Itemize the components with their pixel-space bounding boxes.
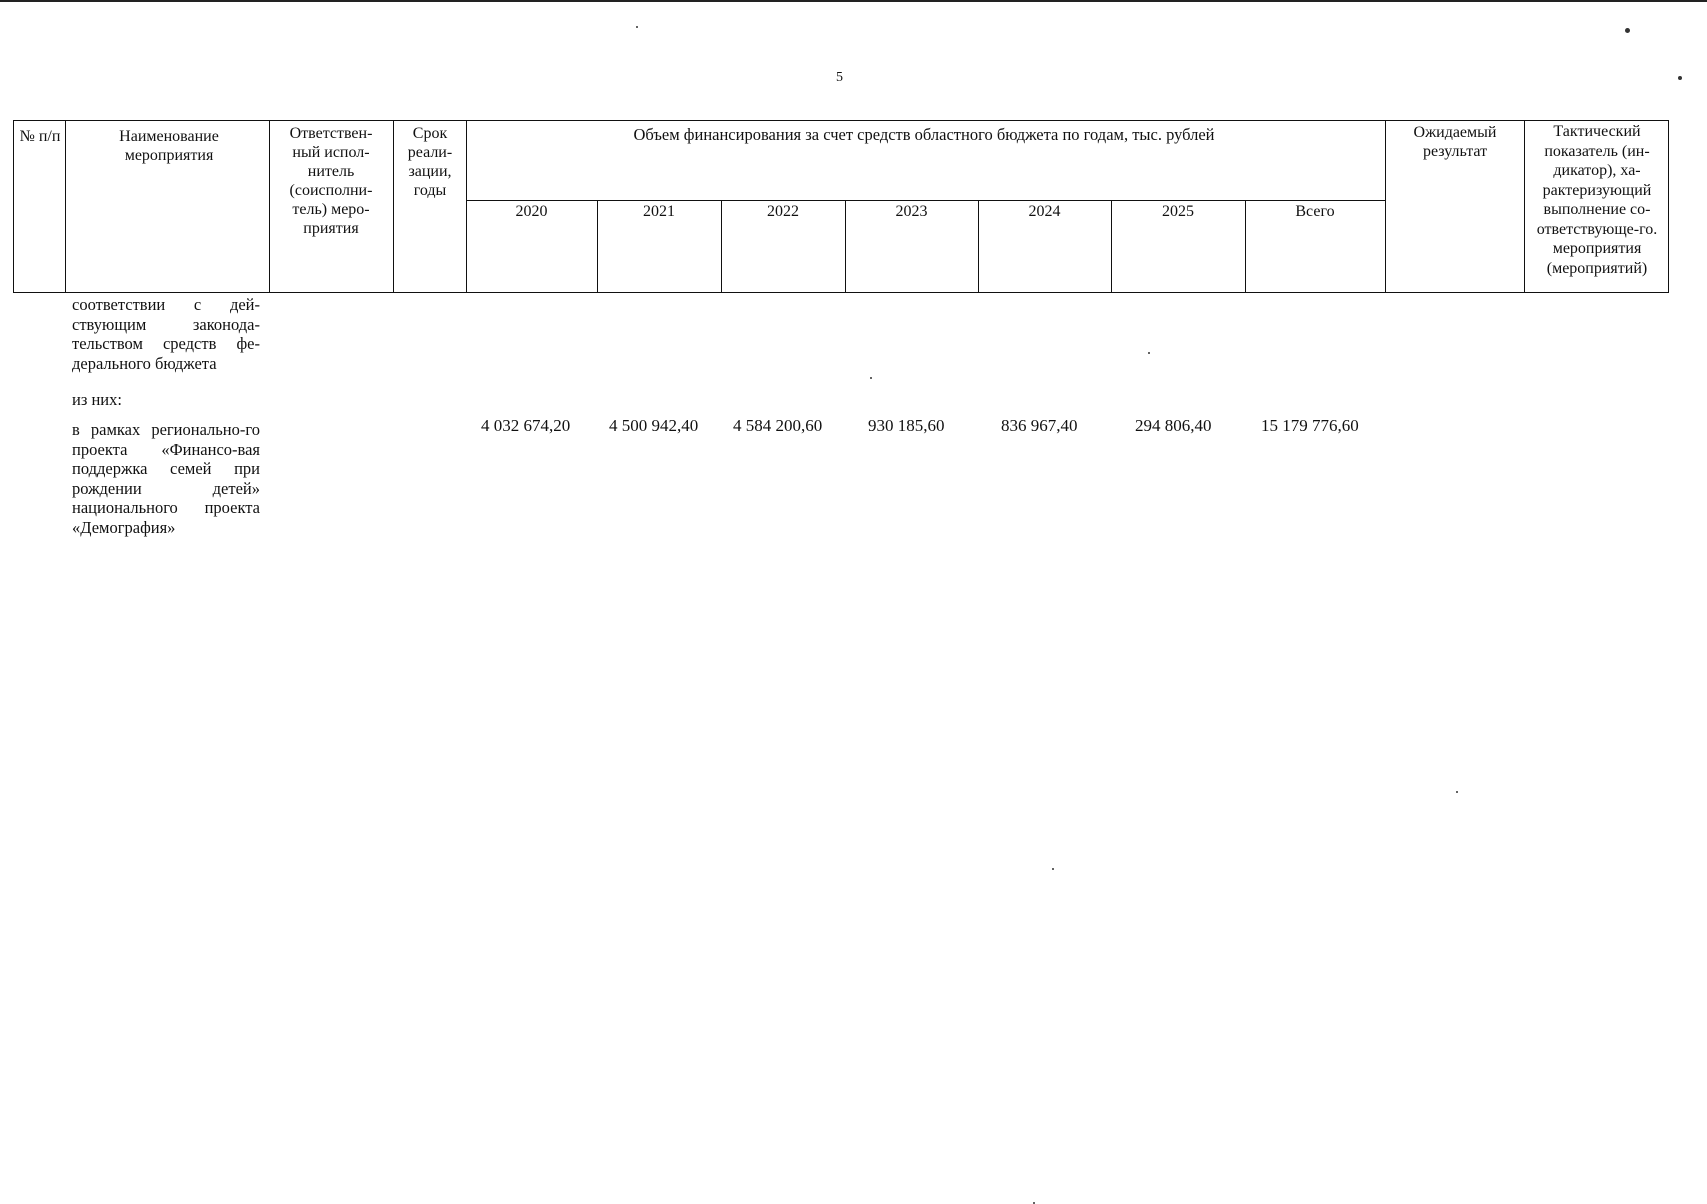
column-divider	[269, 121, 270, 292]
row-name: соответствии с дей-ствующим законода-тельством средств фе-дерального бюджета	[72, 295, 260, 373]
header-total: Всего	[1295, 203, 1335, 220]
header-name: Наименование мероприятия	[119, 128, 219, 164]
value-2023: 930 185,60	[868, 416, 945, 435]
scan-speck	[870, 377, 872, 379]
header-year-2020: 2020	[515, 203, 548, 220]
column-divider	[65, 121, 66, 292]
value-2022: 4 584 200,60	[733, 416, 823, 435]
header-year-2025: 2025	[1162, 203, 1194, 220]
header-responsible: Ответствен-ный испол-нитель (соисполни-тель) меро-приятия	[289, 125, 373, 237]
column-divider	[393, 121, 394, 292]
value-2025: 294 806,40	[1135, 416, 1212, 435]
column-divider	[1524, 121, 1525, 292]
header-funding: Объем финансирования за счет средств областного бюджета по годам, тыс. рублей	[633, 125, 1215, 144]
header-year-2024: 2024	[1028, 203, 1061, 220]
page-number: 5	[836, 70, 843, 85]
scan-speck	[636, 26, 638, 28]
scan-speck	[1052, 868, 1054, 870]
scan-speck	[1456, 791, 1458, 793]
header-year-2023: 2023	[895, 203, 928, 220]
row-name: из них:	[72, 390, 122, 409]
page-top-border	[0, 0, 1707, 2]
row-name: в рамках регионально-го проекта «Финансо-вая поддержка семей при рождении детей» национального проекта «Демография»	[72, 420, 260, 537]
column-divider	[1385, 121, 1386, 292]
value-2021: 4 500 942,40	[609, 416, 699, 435]
scan-speck	[1678, 76, 1682, 80]
value-2020: 4 032 674,20	[481, 416, 571, 435]
scan-speck	[1148, 352, 1150, 354]
header-year-2021: 2021	[643, 203, 675, 220]
header-indicator: Тактический показатель (ин-дикатор), ха-рактеризующий выполнение со-ответствующе-го. мероприятия (мероприятий)	[1536, 123, 1658, 277]
value-total: 15 179 776,60	[1261, 416, 1359, 435]
table-header	[13, 120, 1669, 293]
header-no: № п/п	[19, 128, 61, 145]
value-2024: 836 967,40	[1001, 416, 1078, 435]
header-expected-result: Ожидаемый результат	[1413, 124, 1497, 160]
row-divider	[466, 200, 1385, 201]
scan-speck	[1625, 28, 1630, 33]
header-year-2022: 2022	[767, 203, 799, 220]
header-period: Срок реали-зации, годы	[407, 125, 453, 199]
